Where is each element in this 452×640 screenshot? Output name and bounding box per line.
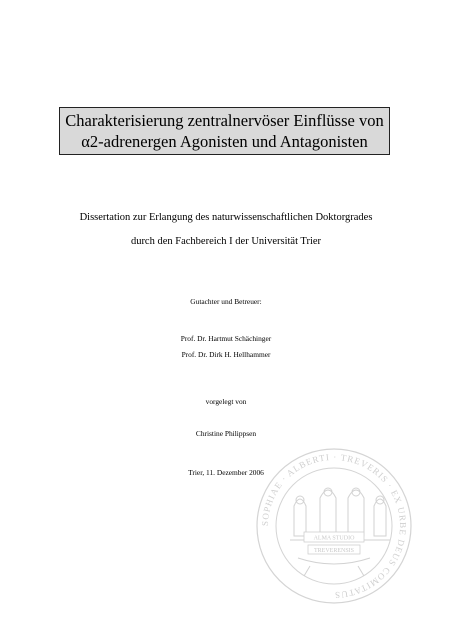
university-seal <box>254 446 414 606</box>
place-date: Trier, 11. Dezember 2006 <box>188 468 264 477</box>
title-line-2: α2-adrenergen Agonisten und Antagonisten <box>81 132 368 151</box>
reviewer-name-2: Prof. Dr. Dirk H. Hellhammer <box>181 350 271 359</box>
seal-banner-top: ALMA STUDIO <box>313 535 355 542</box>
subtitle-line-2: durch den Fachbereich I der Universität Trier <box>130 236 322 247</box>
title-line-1: Charakterisierung zentralnervöser Einflüsse von <box>65 111 384 130</box>
reviewer-name-1: Prof. Dr. Hartmut Schächinger <box>180 334 272 343</box>
reviewers-heading: Gutachter und Betreuer: <box>190 297 262 306</box>
seal-banner-bottom: TREVERENSIS <box>313 547 355 554</box>
title-box <box>59 107 390 155</box>
author-name: Christine Philippsen <box>195 429 257 438</box>
seal-ring-text: SOPHIAE · ALBERTI · TREVERIS · EX URBE DEUS COMITATUS <box>259 451 409 601</box>
submitted-by-label: vorgelegt von <box>205 397 247 406</box>
subtitle-line-1: Dissertation zur Erlangung des naturwissenschaftlichen Doktorgrades <box>79 212 373 223</box>
